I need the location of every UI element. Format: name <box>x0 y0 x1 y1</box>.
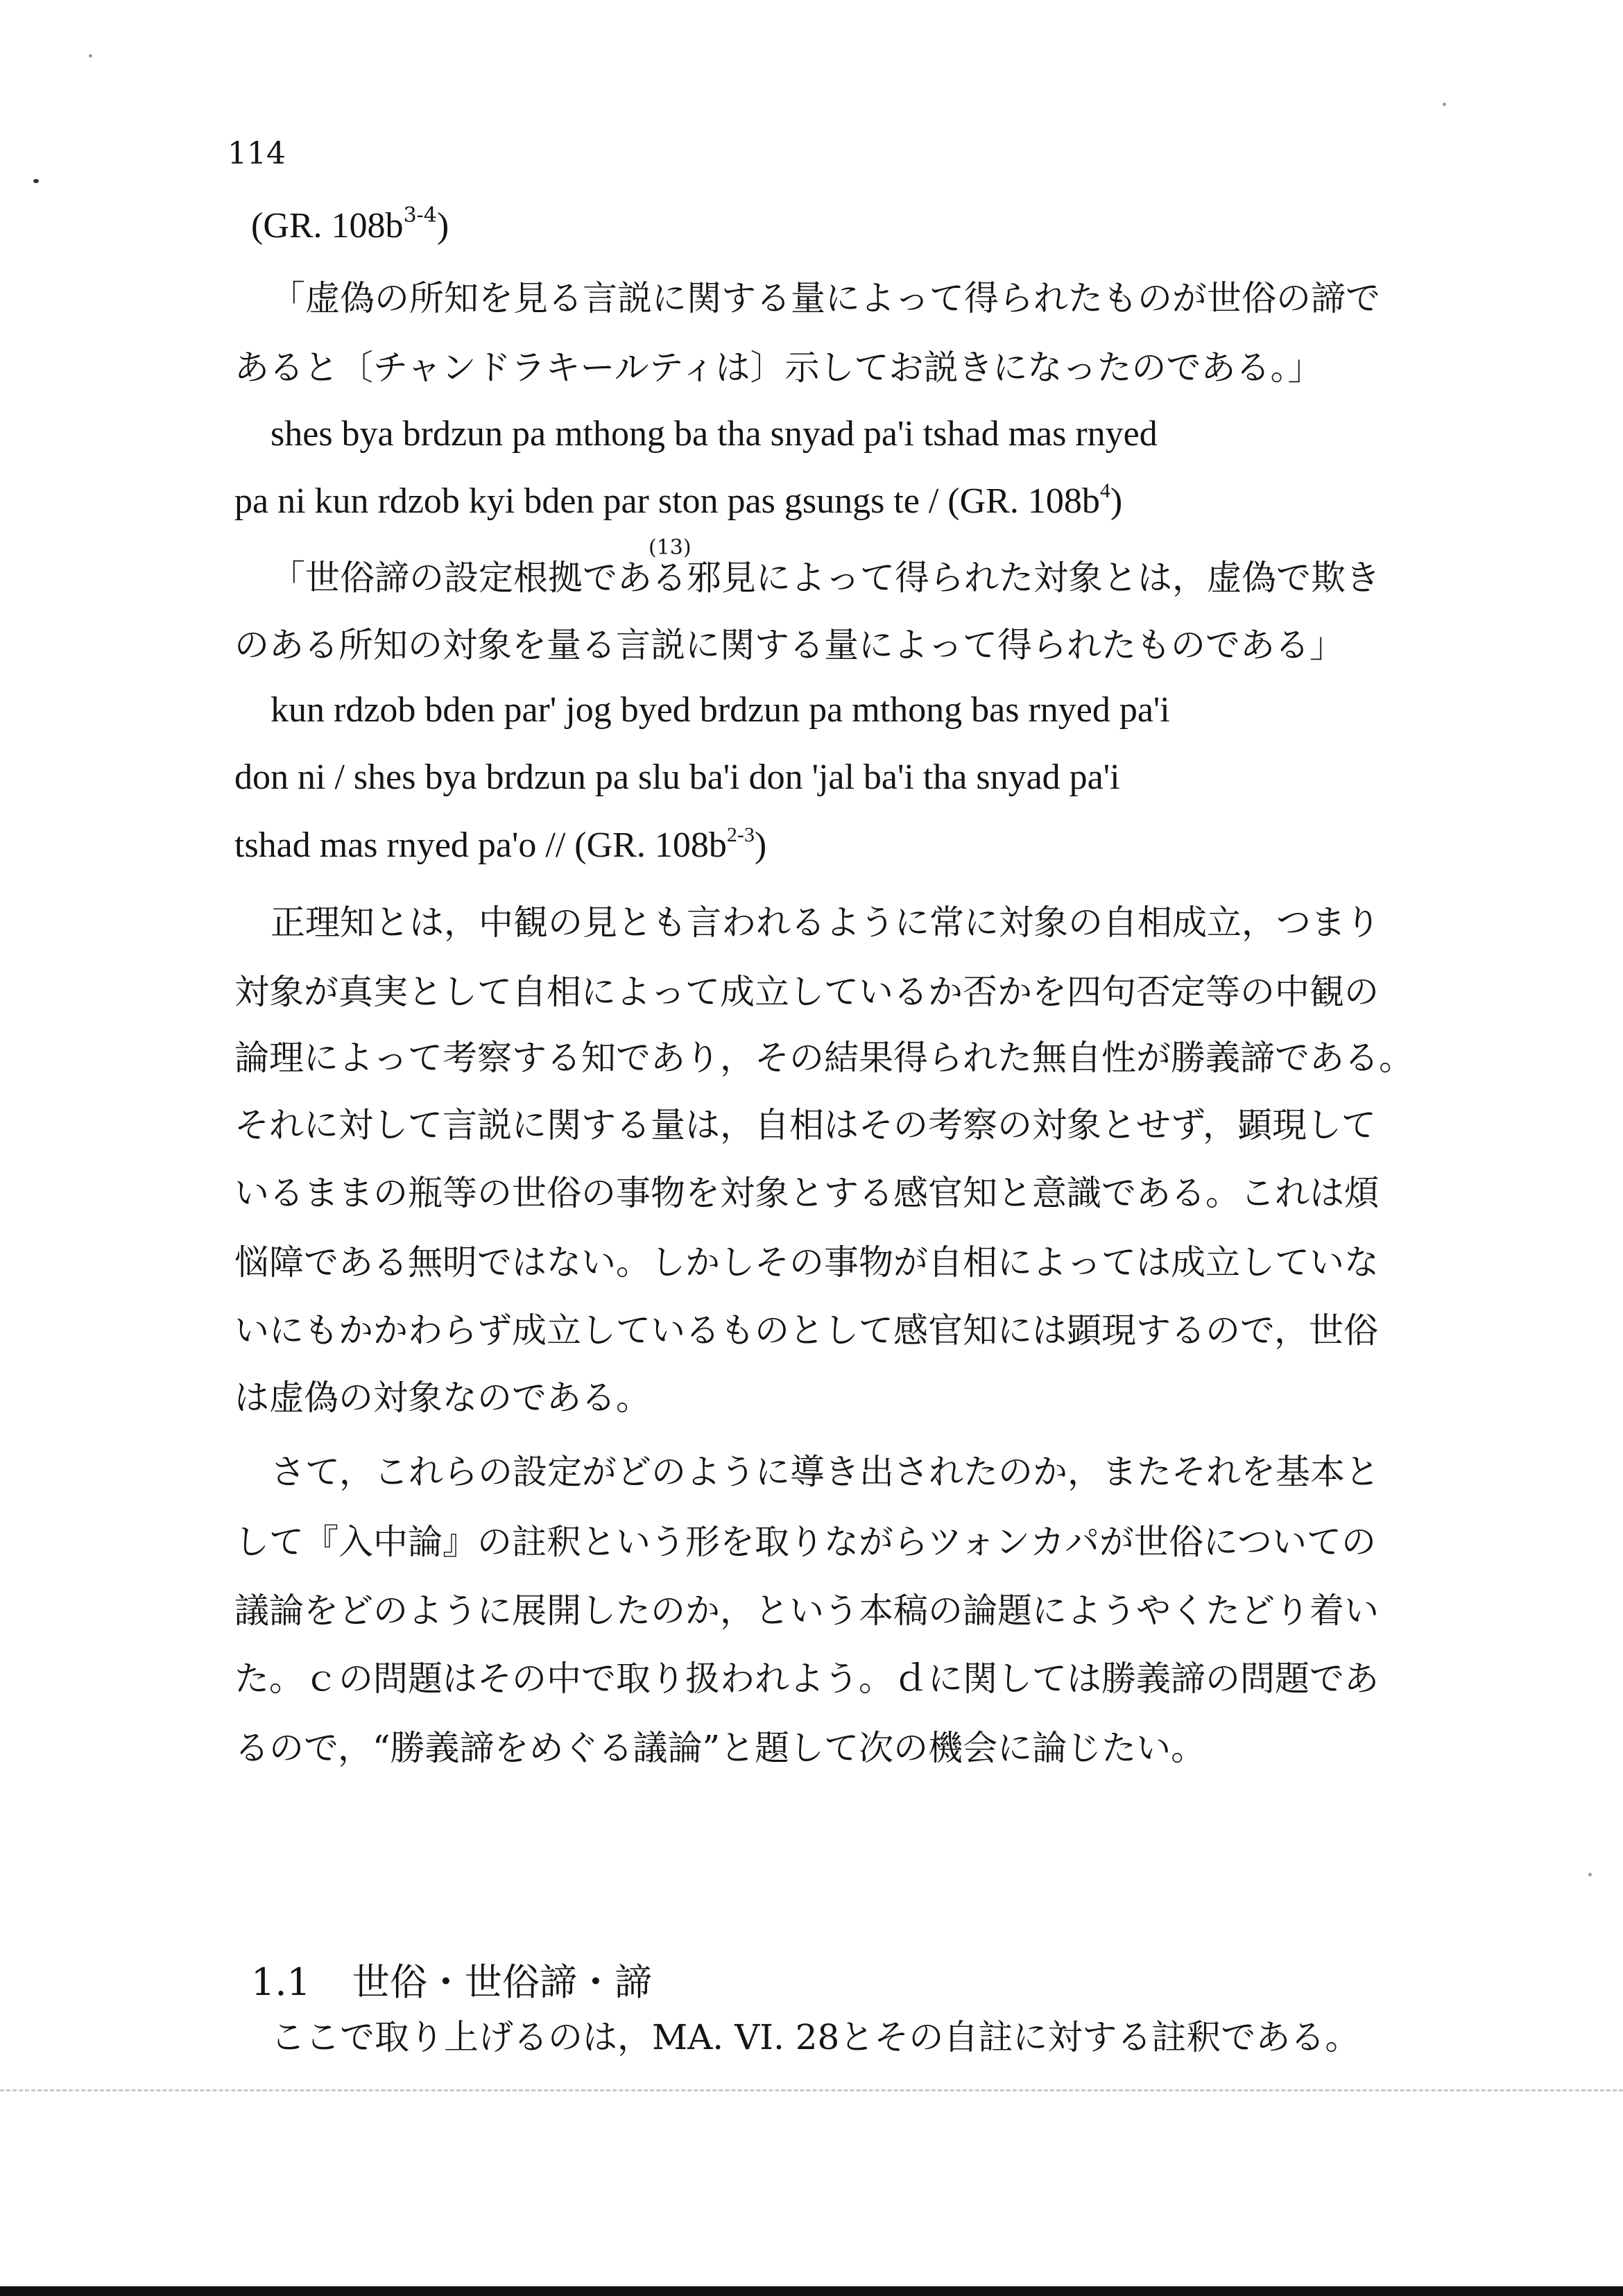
body-line: いるままの瓶等の世俗の事物を対象とする感官知と意識である。これは煩 <box>234 1173 1379 1213</box>
scan-fold-line <box>0 2089 1623 2091</box>
quote-line: あると〔チャンドラキールティは〕示してお説きになったのである。」 <box>234 348 1323 388</box>
body-line: ここで取り上げるのは，MA. VI. 28とその自註に対する註釈である。 <box>270 2017 1360 2057</box>
citation-superscript: 2-3 <box>726 823 755 846</box>
scan-speck <box>89 54 92 58</box>
section-title: 世俗・世俗諦・諦 <box>352 1960 652 2004</box>
tibetan-line <box>234 823 767 865</box>
tibetan-text: pa ni kun rdzob kyi bden par ston pas gsungs te / (GR. 108b <box>234 481 1100 521</box>
scan-speck <box>33 179 39 183</box>
tibetan-line <box>234 479 1123 521</box>
quote-line: のある所知の対象を量る言説に関する量によって得られたものである」 <box>234 625 1344 665</box>
body-line: 議論をどのように展開したのか，という本稿の論題にようやくたどり着い <box>234 1591 1379 1631</box>
tibetan-line: kun rdzob bden par' jog byed brdzun pa mthong bas rnyed pa'i <box>270 690 1170 730</box>
scan-speck <box>1443 103 1446 106</box>
body-line: た。ｃの問題はその中で取り扱われよう。ｄに関しては勝義諦の問題であ <box>234 1659 1379 1699</box>
citation-close: ) <box>436 206 449 246</box>
footnote-marker: (13) <box>649 536 692 560</box>
tibetan-text: tshad mas rnyed pa'o // (GR. 108b <box>234 825 727 865</box>
body-line: は虚偽の対象なのである。 <box>234 1378 651 1418</box>
tibetan-line: shes bya brdzun pa mthong ba tha snyad pa'i tshad mas rnyed <box>270 414 1158 454</box>
body-line: いにもかかわらず成立しているものとして感官知には顕現するので，世俗 <box>234 1310 1378 1351</box>
body-line: 論理によって考察する知であり，その結果得られた無自性が勝義諦である。 <box>234 1038 1414 1078</box>
body-line: それに対して言説に関する量は，自相はその考察の対象とせず，顕現して <box>234 1105 1376 1145</box>
body-line: るので，“勝義諦をめぐる議論”と題して次の機会に論じたい。 <box>234 1728 1206 1768</box>
citation-close: ) <box>1110 481 1123 521</box>
citation-close: ) <box>754 825 767 865</box>
body-line: 正理知とは，中観の見とも言われるように常に対象の自相成立，つまり <box>270 902 1380 943</box>
body-line: 悩障である無明ではない。しかしその事物が自相によっては成立していな <box>234 1242 1379 1283</box>
section-heading <box>251 1953 652 2006</box>
page-number: 114 <box>227 136 286 171</box>
body-line: 対象が真実として自相によって成立しているか否かを四句否定等の中観の <box>234 972 1379 1012</box>
tibetan-line: don ni / shes bya brdzun pa slu ba'i don 'jal ba'i tha snyad pa'i <box>234 757 1120 797</box>
citation-line <box>251 203 449 246</box>
citation-superscript: 3-4 <box>403 203 437 228</box>
scan-edge <box>0 2286 1623 2296</box>
quote-line: 「世俗諦の設定根拠である邪見によって得られた対象とは，虚偽で欺き <box>270 558 1380 598</box>
citation-ref: (GR. 108b <box>251 206 404 246</box>
body-line: して『入中論』の註釈という形を取りながらツォンカパが世俗についての <box>234 1522 1376 1562</box>
quote-line: 「虚偽の所知を見る言説に関する量によって得られたものが世俗の諦で <box>270 278 1380 318</box>
section-number: 1.1 <box>251 1960 311 2004</box>
scan-speck <box>1588 1873 1592 1876</box>
citation-superscript: 4 <box>1099 479 1110 502</box>
body-line: さて，これらの設定がどのように導き出されたのか，またそれを基本と <box>270 1452 1380 1492</box>
